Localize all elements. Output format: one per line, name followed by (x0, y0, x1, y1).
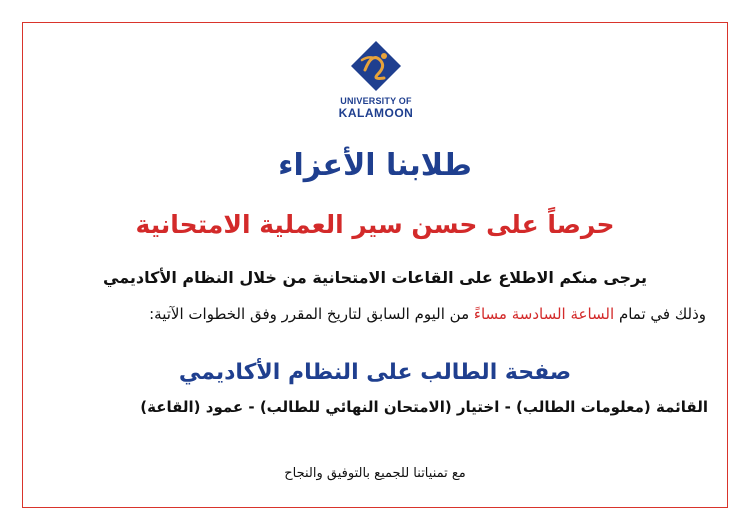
timing-text-after: من اليوم السابق لتاريخ المقرر وفق الخطوات الآتية: (149, 305, 470, 323)
subtitle: حرصاً على حسن سير العملية الامتحانية (135, 210, 615, 239)
university-logo (338, 38, 414, 120)
timing-text-before: وذلك في تمام (618, 305, 706, 323)
timing-highlight: الساعة السادسة مساءً (473, 305, 615, 323)
steps-text: القائمة (معلومات الطالب) - اختيار (الامتحان النهائي للطالب) - عمود (القاعة) (140, 398, 708, 416)
logo-text-line1: UNIVERSITY OF (340, 96, 412, 106)
logo-text-line2: KALAMOON (338, 106, 414, 120)
footer-wishes: مع تمنياتنا للجميع بالتوفيق والنجاح (284, 466, 466, 481)
page-title: طلابنا الأعزاء (278, 148, 472, 183)
section-heading: صفحة الطالب على النظام الأكاديمي (178, 360, 572, 385)
timing-paragraph (60, 305, 706, 323)
logo-emblem-icon (350, 40, 402, 92)
instruction-paragraph: يرجى منكم الاطلاع على القاعات الامتحانية من خلال النظام الأكاديمي (103, 268, 647, 287)
